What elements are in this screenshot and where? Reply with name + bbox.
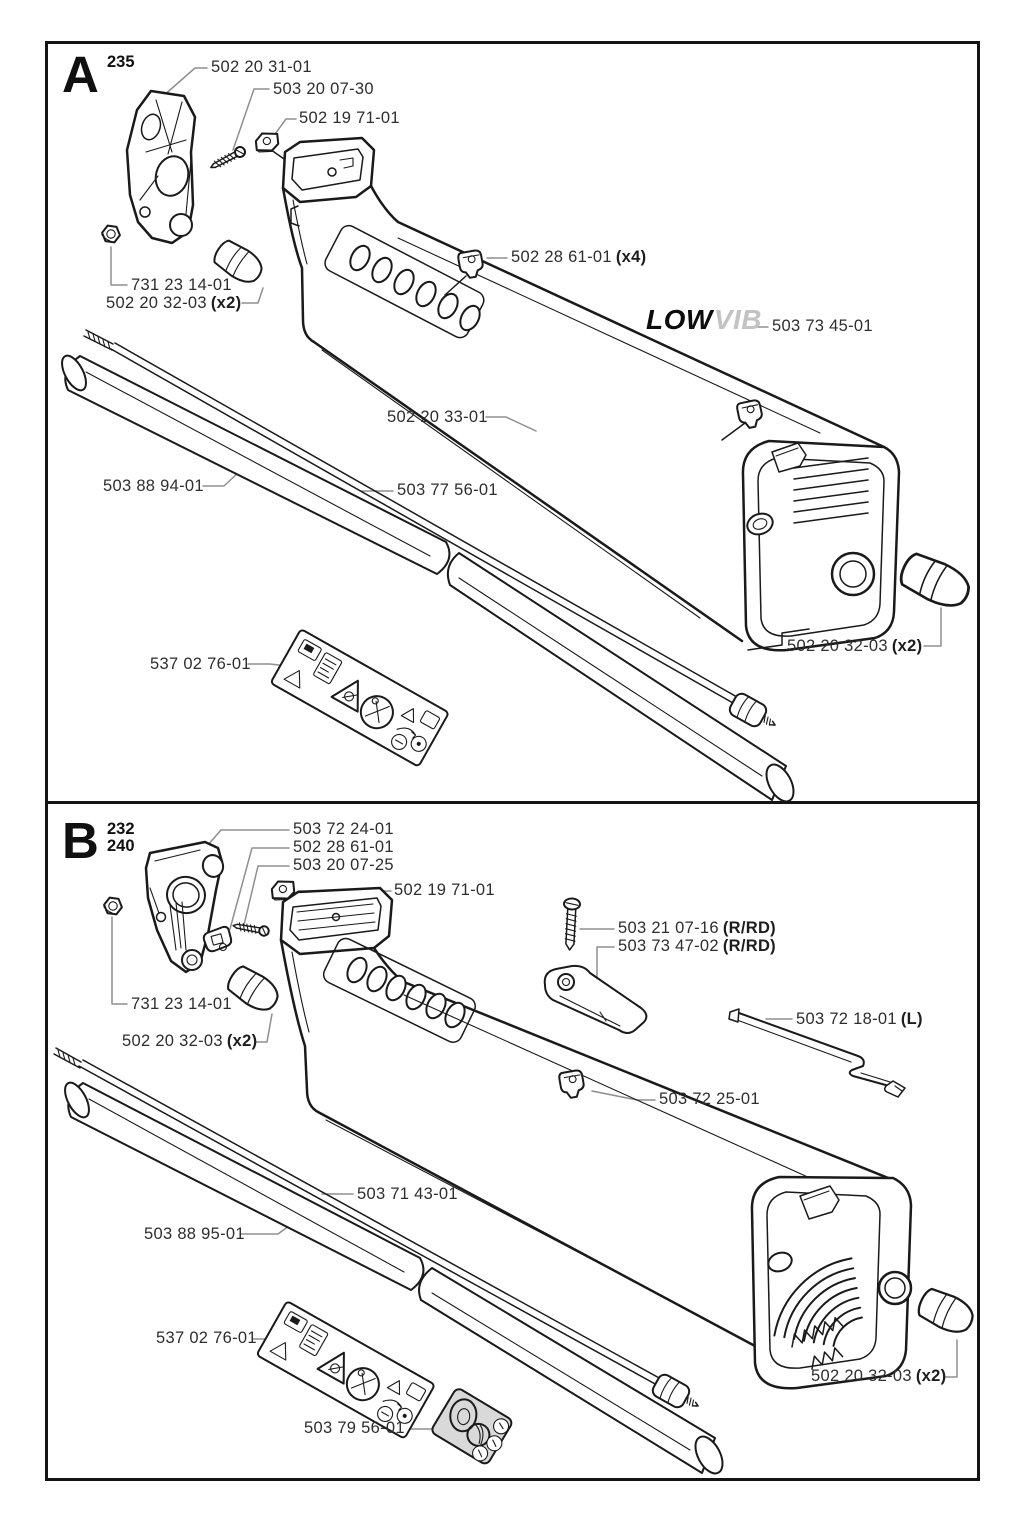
panel-b-model-232: 232 — [107, 820, 135, 838]
part-label: 503 21 07-16 (R/RD) — [618, 919, 776, 937]
part-label: 503 72 25-01 — [659, 1090, 760, 1108]
part-label: 503 20 07-30 — [273, 80, 374, 98]
part-label: 502 20 32-03 (x2) — [106, 294, 242, 312]
part-label: 503 88 94-01 — [103, 477, 204, 495]
part-label: 502 20 32-03 (x2) — [787, 637, 923, 655]
part-label: 503 73 45-01 — [772, 317, 873, 335]
part-label: 502 20 32-03 (x2) — [122, 1032, 258, 1050]
part-label: 503 20 07-25 — [293, 856, 394, 874]
lowvib-logo — [646, 306, 762, 334]
panel-b-letter: B — [62, 812, 99, 869]
part-label: 503 79 56-01 — [304, 1419, 405, 1437]
part-label: 537 02 76-01 — [150, 655, 251, 673]
panel-a-letter: A — [62, 46, 99, 103]
part-label: 503 71 43-01 — [357, 1185, 458, 1203]
panel-a-model-235: 235 — [107, 53, 135, 71]
part-label: 537 02 76-01 — [156, 1329, 257, 1347]
part-label: 503 73 47-02 (R/RD) — [618, 937, 776, 955]
part-label: 503 72 18-01 (L) — [796, 1010, 923, 1028]
part-label: 502 20 33-01 — [387, 408, 488, 426]
part-label: 502 20 31-01 — [211, 58, 312, 76]
part-label: 502 19 71-01 — [299, 109, 400, 127]
part-label: 503 72 24-01 — [293, 820, 394, 838]
panel-b-model-240: 240 — [107, 837, 135, 855]
part-label: 731 23 14-01 — [131, 276, 232, 294]
part-label: 502 28 61-01 — [293, 838, 394, 856]
part-label: 731 23 14-01 — [131, 995, 232, 1013]
part-label: 502 28 61-01 (x4) — [511, 248, 647, 266]
part-label: 503 77 56-01 — [397, 481, 498, 499]
part-label: 503 88 95-01 — [144, 1225, 245, 1243]
panel-divider-line — [45, 801, 980, 804]
part-label: 502 20 32-03 (x2) — [811, 1367, 947, 1385]
part-label: 502 19 71-01 — [394, 881, 495, 899]
lowvib-logo-vib: VIB — [713, 304, 762, 335]
lowvib-logo-low: LOW — [646, 304, 713, 335]
